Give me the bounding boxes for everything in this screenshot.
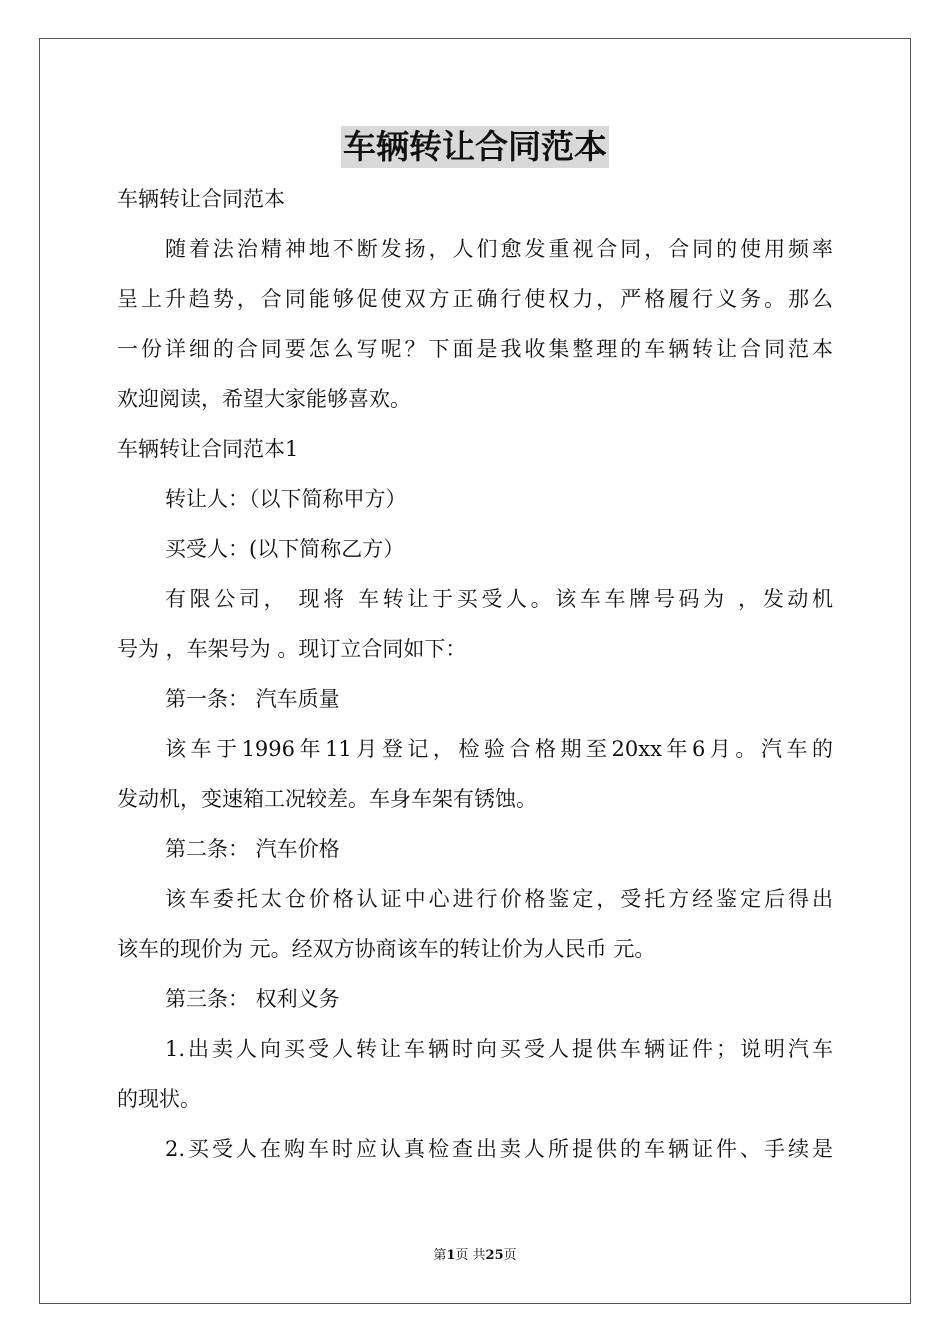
body-line-7: 转让人：（以下简称甲方） (165, 487, 407, 511)
body-line-13: 发动机，变速箱工况较差。车身车架有锈蚀。 (117, 787, 537, 811)
body-line-17: 第三条： 权利义务 (165, 987, 340, 1011)
body-line-2: 随着法治精神地不断发扬，人们愈发重视合同，合同的使用频率 (165, 237, 833, 261)
body-line-5: 欢迎阅读，希望大家能够喜欢。 (117, 387, 411, 411)
body-line-16: 该车的现价为 元。经双方协商该车的转让价为人民币 元。 (117, 937, 656, 961)
page-footer (0, 1247, 950, 1265)
body-line-1: 车辆转让合同范本 (117, 187, 285, 211)
body-line-19: 的现状。 (117, 1087, 201, 1111)
body-line-6: 车辆转让合同范本1 (117, 437, 299, 461)
body-line-18: 1.出卖人向买受人转让车辆时向买受人提供车辆证件；说明汽车 (165, 1037, 833, 1061)
body-line-20: 2.买受人在购车时应认真检查出卖人所提供的车辆证件、手续是 (165, 1137, 833, 1161)
document-body (117, 174, 833, 1174)
body-line-10: 号为 ，车架号为 。现订立合同如下： (117, 637, 467, 661)
footer-page-number: 1 (446, 1248, 456, 1263)
document-title: 车辆转让合同范本 (343, 127, 607, 166)
body-line-9: 有限公司， 现将 车转让于买受人。该车车牌号码为 ，发动机 (165, 587, 833, 611)
body-line-14: 第二条： 汽车价格 (165, 837, 340, 861)
body-line-15: 该车委托太仓价格认证中心进行价格鉴定，受托方经鉴定后得出 (165, 887, 833, 911)
body-line-12: 该车于1996年11月登记，检验合格期至20xx年6月。汽车的 (165, 737, 833, 761)
footer-middle: 页 共 (455, 1248, 486, 1263)
body-line-4: 一份详细的合同要怎么写呢？下面是我收集整理的车辆转让合同范本 (117, 337, 833, 361)
footer-suffix: 页 (503, 1248, 517, 1263)
footer-total-pages: 25 (485, 1248, 504, 1263)
body-line-11: 第一条： 汽车质量 (165, 687, 340, 711)
body-line-8: 买受人：(以下简称乙方） (165, 537, 405, 561)
footer-prefix: 第 (433, 1248, 447, 1263)
title-wrap (0, 126, 950, 168)
body-line-3: 呈上升趋势，合同能够促使双方正确行使权力，严格履行义务。那么 (117, 287, 833, 311)
